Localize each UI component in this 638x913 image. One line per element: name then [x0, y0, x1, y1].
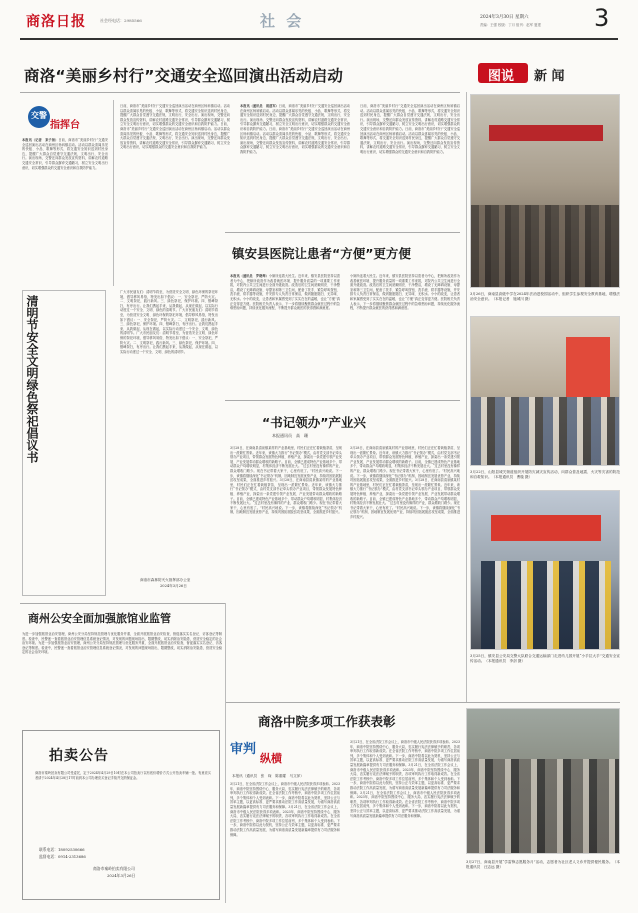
qingming-date: 2024年3月26日 — [160, 584, 187, 588]
photo-2-people — [471, 397, 620, 466]
photo-1-crowd — [471, 205, 620, 288]
photo-2-poster — [566, 337, 610, 397]
shuji-col1: 3月28日，在商南县清泉镇某村的产业基地里，村民们正在忙着栽植茶苗，呈现出一派繁忙景象。近年来，该镇大力推行“书记领办”模式，由村党支部书记牵头领办产业项目，带领群众发展特色种植、养殖产业，探索出一条党建引领产业发展、产业发展带动群众增收的新路子。目前，全镇已建成特色产业基地多个，带动群众户均增收明显，村集体经济不断发展壮大。“过去村里没有像样的产业，群众增收门路少。现在书记带着大家干，心里有底了。”村民高兴地说。下一步，该镇将继续深化“书记领办”机制，因地制宜发展优势产业，持续巩固拓展脱贫攻坚成果，全面推进乡村振兴。3月28日，在商南县清泉镇某村的产业基地里，村民们正在忙着栽植茶苗，呈现出一派繁忙景象。近年来，该镇大力推行“书记领办”模式，由村党支部书记牵头领办产业项目，带领群众发展特色种植、养殖产业，探索出一条党建引领产业发展、产业发展带动群众增收的新路子。目前，全镇已建成特色产业基地多个，带动群众户均增收明显，村集体经济不断发展壮大。“过去村里没有像样的产业，群众增收门路少。现在书记带着大家干，心里有底了。”村民高兴地说。下一步，该镇将继续深化“书记领办”机制，因地制宜发展优势产业，持续巩固拓展脱贫攻坚成果，全面推进乡村振兴。 — [230, 446, 342, 515]
shangzhou-body: 为进一步加强旅馆业治安管理，商州公安分局坚持规范管理与优化服务并重，全面开展旅馆业治安检查，督促落实实名登记、访客登记等制度。检查中，民警逐一查看旅馆业治安管理信息系统登记情况，对发现的问题现场指出，限期整改，切实消除治安隐患，营造安全稳定的社会治安环境。为进一步加强旅馆业治安管理，商州公安分局坚持规范管理与优化服务并重，全面开展旅馆业治安检查，督促落实实名登记、访客登记等制度。检查中，民警逐一查看旅馆业治安管理信息系统登记情况，对发现的问题现场指出，限期整改，切实消除治安隐患，营造安全稳定的社会治安环境。 — [22, 632, 222, 655]
jj-byline: 本报讯（记者 来子扬） — [22, 138, 59, 142]
jiaojing-article-col2: 日前，商洛市“美丽乡村行”交通安全巡回演出活动在商州区杨斜镇启动。活动以群众喜闻乐见的快板、小品、歌舞等形式，将交通安全知识送到村民身边，提醒广大群众自觉遵守交通法规，文明出行，安全出行。演出现场，交警还向群众发放宣传资料，讲解农村道路交通安全常识，引导群众摒弃交通陋习，树立安全文明出行意识，切实增强群众的交通安全意识和自我防护能力。日前，商洛市“美丽乡村行”交通安全巡回演出活动在商州区杨斜镇启动。活动以群众喜闻乐见的快板、小品、歌舞等形式，将交通安全知识送到村民身边，提醒广大群众自觉遵守交通法规，文明出行，安全出行。演出现场，交警还向群众发放宣传资料，讲解农村道路交通安全常识，引导群众摒弃交通陋习，树立安全文明出行意识，切实增强群众的交通安全意识和自我防护能力。 — [120, 104, 230, 150]
section-title: 社 会 — [260, 12, 305, 30]
photo-3 — [470, 490, 620, 650]
paimai-box — [22, 730, 220, 900]
shenpan-top: 审判 — [230, 742, 257, 757]
paimai-company: 商洛市秦岭拍卖有限公司 — [93, 866, 135, 871]
page-number: 3 — [594, 4, 610, 32]
shuji-byline: 本报通讯员 高 珊 — [272, 433, 308, 438]
caption-1: 3月26日，商南县高级中学在2024年法治进校园活动中，组织学生参观安全教育基地，增强法治安全意识。（本报记者 施城川 摄） — [470, 292, 620, 301]
jiaojing-article-col3: 本报讯（通讯员 周道军）日前，商洛市“美丽乡村行”交通安全巡回演出活动在商州区杨斜镇启动。活动以群众喜闻乐见的快板、小品、歌舞等形式，将交通安全知识送到村民身边，提醒广大群众自觉遵守交通法规，文明出行，安全出行。演出现场，交警还向群众发放宣传资料，讲解农村道路交通安全常识，引导群众摒弃交通陋习，树立安全文明出行意识，切实增强群众的交通安全意识和自我防护能力。日前，商洛市“美丽乡村行”交通安全巡回演出活动在商州区杨斜镇启动。活动以群众喜闻乐见的快板、小品、歌舞等形式，将交通安全知识送到村民身边，提醒广大群众自觉遵守交通法规，文明出行，安全出行。演出现场，交警还向群众发放宣传资料，讲解农村道路交通安全常识，引导群众摒弃交通陋习，树立安全文明出行意识，切实增强群众的交通安全意识和自我防护能力。 — [240, 104, 350, 154]
caption-4: 3月27日，商南县开展“学雷锋志愿服务月”活动，志愿者为社区老人义诊并提供便民服务。（本报通讯员 汪志远 摄） — [466, 860, 620, 869]
paimai-date: 2024年3月26日 — [107, 873, 136, 878]
jiaojing-article-col4: 日前，商洛市“美丽乡村行”交通安全巡回演出活动在商州区杨斜镇启动。活动以群众喜闻乐见的快板、小品、歌舞等形式，将交通安全知识送到村民身边，提醒广大群众自觉遵守交通法规，文明出行，安全出行。演出现场，交警还向群众发放宣传资料，讲解农村道路交通安全常识，引导群众摒弃交通陋习，树立安全文明出行意识，切实增强群众的交通安全意识和自我防护能力。日前，商洛市“美丽乡村行”交通安全巡回演出活动在商州区杨斜镇启动。活动以群众喜闻乐见的快板、小品、歌舞等形式，将交通安全知识送到村民身边，提醒广大群众自觉遵守交通法规，文明出行，安全出行。演出现场，交警还向群众发放宣传资料，讲解农村道路交通安全常识，引导群众摒弃交通陋习，树立安全文明出行意识，切实增强群众的交通安全意识和自我防护能力。 — [360, 104, 460, 154]
zhenan-col2: 小厕所连着大民生。近年来，镇安县医院坚持以患者为中心，把厕所改造作为改善就医环境、提升服务质量的一项重要工作来抓，对院内公共卫生间进行全面升级改造。改造后的卫生间宽敞明亮、干净整洁，增设了无障碍设施、母婴室和第三卫生间，配备了扶手、紧急呼叫按钮、洗手液、烘手器等设施，并安排专人负责日常保洁，做到随脏随扫、无异味、无积水。小小的改变，让患者和家属感受到了实实在在的温暖，也让“方便”真正变得更方便。医院相关负责人表示，下一步将继续聚焦群众就医过程中的急难愁盼问题，持续优化服务流程，不断提升群众就医的获得感和满意度。 — [350, 274, 460, 311]
paimai-tel: 联系电话：18092530666 — [39, 847, 85, 852]
shangzhou-title: 商州公安全面加强旅馆业监管 — [28, 612, 171, 625]
shangnan-col2: 3月21日，在全省法院工作会议上，商洛市中级人民法院获得多项表彰。2023年，商洛中院坚持围绕中心、服务大局，忠实履行宪法法律赋予的职责，各项审判执行工作取得新成效。在全省法院工作考核中，商洛中院多项工作位居前列，多个集体和个人受到表彰。下一步，商洛中院将以此为契机，坚持公正与效率主题，以更高标准、更严要求推动法院工作高质量发展，为谱写商洛高质量发展新篇章提供有力司法服务和保障。3月21日，在全省法院工作会议上，商洛市中级人民法院获得多项表彰。2023年，商洛中院坚持围绕中心、服务大局，忠实履行宪法法律赋予的职责，各项审判执行工作取得新成效。在全省法院工作考核中，商洛中院多项工作位居前列，多个集体和个人受到表彰。下一步，商洛中院将以此为契机，坚持公正与效率主题，以更高标准、更严要求推动法院工作高质量发展，为谱写商洛高质量发展新篇章提供有力司法服务和保障。3月21日，在全省法院工作会议上，商洛市中级人民法院获得多项表彰。2023年，商洛中院坚持围绕中心、服务大局，忠实履行宪法法律赋予的职责，各项审判执行工作取得新成效。在全省法院工作考核中，商洛中院多项工作位居前列，多个集体和个人受到表彰。下一步，商洛中院将以此为契机，坚持公正与效率主题，以更高标准、更严要求推动法院工作高质量发展，为谱写商洛高质量发展新篇章提供有力司法服务和保障。 — [350, 740, 460, 818]
caption-3: 3月25日，镇安县公安局交警大队联合交通运输部门走进幼儿园开展“小手拉大手”交通安全宣传活动。（本报通讯员 李剑 摄） — [470, 654, 620, 663]
paimai-sup: 监督电话：0914-2313686 — [39, 854, 86, 859]
photo-3-banner — [491, 515, 601, 541]
shuji-title: “书记领办”产业兴 — [262, 415, 366, 430]
photo-1 — [470, 94, 620, 288]
tujie-label: 新 闻 — [534, 69, 565, 84]
qingming-title: 清明节安全文明绿色祭祀倡议书 — [25, 295, 39, 463]
shenpan-bottom: 纵横 — [260, 752, 282, 765]
jiaojing-article-col1: 本报讯（记者 来子扬）日前，商洛市“美丽乡村行”交通安全巡回演出活动在商州区杨斜镇启动。活动以群众喜闻乐见的快板、小品、歌舞等形式，将交通安全知识送到村民身边，提醒广大群众自觉遵守交通法规，文明出行，安全出行。演出现场，交警还向群众发放宣传资料，讲解农村道路交通安全常识，引导群众摒弃交通陋习，树立安全文明出行意识，切实增强群众的交通安全意识和自我防护能力。 — [22, 138, 108, 170]
masthead — [0, 0, 638, 40]
photo-1-banner — [489, 125, 603, 141]
shuji-rule — [225, 400, 460, 401]
shangnan-title: 商洛中院多项工作获表彰 — [258, 714, 396, 729]
zhenan-rule — [225, 232, 460, 233]
zhenan-title: 镇安县医院让患者“方便”更方便 — [232, 246, 411, 261]
shuji-col2: 3月28日，在商南县清泉镇某村的产业基地里，村民们正在忙着栽植茶苗，呈现出一派繁忙景象。近年来，该镇大力推行“书记领办”模式，由村党支部书记牵头领办产业项目，带领群众发展特色种植、养殖产业，探索出一条党建引领产业发展、产业发展带动群众增收的新路子。目前，全镇已建成特色产业基地多个，带动群众户均增收明显，村集体经济不断发展壮大。“过去村里没有像样的产业，群众增收门路少。现在书记带着大家干，心里有底了。”村民高兴地说。下一步，该镇将继续深化“书记领办”机制，因地制宜发展优势产业，持续巩固拓展脱贫攻坚成果，全面推进乡村振兴。3月28日，在商南县清泉镇某村的产业基地里，村民们正在忙着栽植茶苗，呈现出一派繁忙景象。近年来，该镇大力推行“书记领办”模式，由村党支部书记牵头领办产业项目，带领群众发展特色种植、养殖产业，探索出一条党建引领产业发展、产业发展带动群众增收的新路子。目前，全镇已建成特色产业基地多个，带动群众户均增收明显，村集体经济不断发展壮大。“过去村里没有像样的产业，群众增收门路少。现在书记带着大家干，心里有底了。”村民高兴地说。下一步，该镇将继续深化“书记领办”机制，因地制宜发展优势产业，持续巩固拓展脱贫攻坚成果，全面推进乡村振兴。 — [350, 446, 460, 519]
shangzhou-rule — [20, 603, 225, 604]
photo-4 — [466, 708, 620, 854]
editor-line: 责编：王强 校版：丁月 组刊：赵军 夏建 — [480, 23, 541, 27]
qingming-signer: 商洛市森林防灭火指挥部办公室 — [140, 578, 191, 582]
photo-4-people — [467, 759, 620, 854]
paimai-title: 拍卖公告 — [49, 748, 109, 764]
photo-3-officers — [481, 561, 611, 650]
right-col-divider — [466, 92, 467, 702]
col-divider-a — [113, 100, 114, 286]
headline-top: 商洛“美丽乡村行”交通安全巡回演出活动启动 — [24, 67, 344, 85]
jiaojing-badge — [28, 106, 108, 132]
jiaojing-top: 交警 — [31, 111, 47, 120]
jiaojing-bottom: 指挥台 — [50, 120, 80, 131]
paimai-body: 商洛市秦岭拍卖有限公司受委托，定于2024年4月29日10时在本公司拍卖厅以有底价增价方式公开拍卖车辆一批。有意竞买者请于2024年4月28日17时前到本公司办理竞买登记手续并交纳保证金。 — [35, 771, 211, 780]
masthead-sub: 社会经电话：2985566 — [100, 18, 142, 23]
shangnan-byline: 本报讯（通讯员 张 琛 陈重耀 马文萍） — [232, 774, 304, 778]
newspaper-logo: 商洛日报 — [26, 14, 86, 30]
shenpan-badge — [230, 738, 306, 766]
caption-2: 3月22日，山阳县城关街道组织开展防灾减灾宣传活动，向群众普及地震、火灾等灾害的防范和自救知识。（本报通讯员 曹璇 摄） — [470, 470, 620, 479]
qingming-box — [22, 290, 106, 596]
masthead-rule — [20, 38, 618, 40]
issue-date: 2024年3月30日 星期六 — [480, 15, 529, 20]
photo-2 — [470, 316, 620, 466]
qingming-body: 广大市民朋友们：清明节将至，为营造安全文明、绿色环保的祭祀环境，倡导移风易俗，特发出如下倡议：一、安全祭祀，严防火灾。二、文明祭祀，践行新风。三、绿色祭祀，保护环境。四、错峰祭扫，有序出行。让我们携起手来，从我做起，从现在做起，以实际行动度过一个安全、文明、绿色的清明节。广大市民朋友们：清明节将至，为营造安全文明、绿色环保的祭祀环境，倡导移风易俗，特发出如下倡议：一、安全祭祀，严防火灾。二、文明祭祀，践行新风。三、绿色祭祀，保护环境。四、错峰祭扫，有序出行。让我们携起手来，从我做起，从现在做起，以实际行动度过一个安全、文明、绿色的清明节。广大市民朋友们：清明节将至，为营造安全文明、绿色环保的祭祀环境，倡导移风易俗，特发出如下倡议：一、安全祭祀，严防火灾。二、文明祭祀，践行新风。三、绿色祭祀，保护环境。四、错峰祭扫，有序出行。让我们携起手来，从我做起，从现在做起，以实际行动度过一个安全、文明、绿色的清明节。 — [120, 290, 218, 354]
zhenan-col1: 本报讯（通讯员 罗晓琴）小厕所连着大民生。近年来，镇安县医院坚持以患者为中心，把厕所改造作为改善就医环境、提升服务质量的一项重要工作来抓，对院内公共卫生间进行全面升级改造。改造后的卫生间宽敞明亮、干净整洁，增设了无障碍设施、母婴室和第三卫生间，配备了扶手、紧急呼叫按钮、洗手液、烘手器等设施，并安排专人负责日常保洁，做到随脏随扫、无异味、无积水。小小的改变，让患者和家属感受到了实实在在的温暖，也让“方便”真正变得更方便。医院相关负责人表示，下一步将继续聚焦群众就医过程中的急难愁盼问题，持续优化服务流程，不断提升群众就医的获得感和满意度。 — [230, 274, 340, 311]
headline-rule — [20, 92, 460, 93]
bottom-col-divider — [225, 603, 226, 903]
shangnan-rule — [225, 702, 620, 703]
tujie-badge — [478, 63, 528, 83]
zhenan-byline: 本报讯（通讯员 罗晓琴） — [230, 274, 269, 278]
tujie-badge-text: 图说 — [488, 69, 515, 84]
shangnan-col1: 3月21日，在全省法院工作会议上，商洛市中级人民法院获得多项表彰。2023年，商洛中院坚持围绕中心、服务大局，忠实履行宪法法律赋予的职责，各项审判执行工作取得新成效。在全省法院工作考核中，商洛中院多项工作位居前列，多个集体和个人受到表彰。下一步，商洛中院将以此为契机，坚持公正与效率主题，以更高标准、更严要求推动法院工作高质量发展，为谱写商洛高质量发展新篇章提供有力司法服务和保障。3月21日，在全省法院工作会议上，商洛市中级人民法院获得多项表彰。2023年，商洛中院坚持围绕中心、服务大局，忠实履行宪法法律赋予的职责，各项审判执行工作取得新成效。在全省法院工作考核中，商洛中院多项工作位居前列，多个集体和个人受到表彰。下一步，商洛中院将以此为契机，坚持公正与效率主题，以更高标准、更严要求推动法院工作高质量发展，为谱写商洛高质量发展新篇章提供有力司法服务和保障。 — [230, 782, 340, 837]
